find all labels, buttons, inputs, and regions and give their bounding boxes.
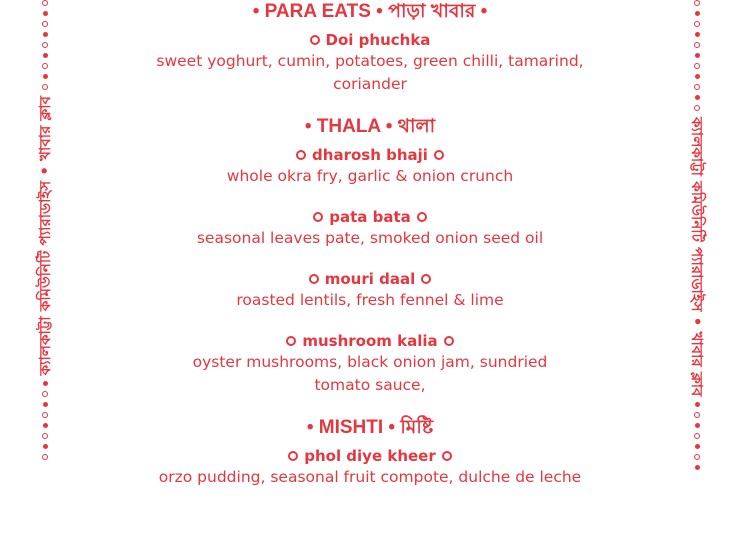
item-name-row [309,269,432,289]
ring-bullet-icon [313,212,323,222]
dot-ornament [695,11,700,16]
section-title: • THALA • থালা [304,116,436,137]
item-name: mushroom kalia [302,332,438,350]
item-description: roasted lentils, fresh fennel & lime [236,291,504,309]
ring-ornament [42,433,48,439]
border-dots [694,0,700,111]
item-name: Doi phuchka [325,31,431,49]
ring-bullet-icon [310,35,320,45]
ring-ornament [42,42,48,48]
left-border [30,0,60,536]
ring-ornament [694,84,700,90]
menu-item [120,446,620,489]
item-name: phol diye kheer [304,447,436,465]
menu-item [120,145,620,188]
section-title: • MISHTI • মিষ্টি [306,417,434,438]
dot-ornament [695,53,700,58]
ring-ornament [42,63,48,69]
menu-item [120,30,620,96]
dot-ornament [695,402,700,407]
item-name-row [296,145,444,165]
ring-ornament [42,412,48,418]
ring-bullet-icon [309,274,319,284]
ring-bullet-icon [434,150,444,160]
section-mishti [120,416,620,489]
item-description: oyster mushrooms, black onion jam, sundried tomato sauce, [192,353,548,394]
section-para-eats [120,0,620,96]
dot-ornament [695,95,700,100]
ring-ornament [42,84,48,90]
ring-bullet-icon [288,451,298,461]
ring-bullet-icon [421,274,431,284]
item-name: dharosh bhaji [312,146,428,164]
ring-ornament [42,454,48,460]
dot-ornament [695,444,700,449]
border-dots [694,402,700,470]
side-tagline: ক্যালকাট্টা কমিউনিটি প্যারাডাইস • খাবার ক্লাব [36,96,54,376]
ring-bullet-icon [444,336,454,346]
dot-ornament [43,74,48,79]
dot-ornament [43,53,48,58]
item-name-row [288,446,452,466]
side-tagline: ক্যালকাট্টা কমিউনিটি প্যারাডাইস • খাবার ক্লাব [688,117,706,397]
ring-bullet-icon [442,451,452,461]
border-dots [42,381,48,460]
section-title: • PARA EATS • পাড়া খাবার • [252,1,488,22]
ring-ornament [694,21,700,27]
dot-ornament [695,423,700,428]
dot-ornament [43,11,48,16]
ring-ornament [42,0,48,6]
ring-bullet-icon [296,150,306,160]
menu-item [120,207,620,250]
ring-ornament [694,454,700,460]
ring-bullet-icon [286,336,296,346]
dot-ornament [43,444,48,449]
item-description: seasonal leaves pate, smoked onion seed oil [196,229,544,247]
item-name-row [310,30,431,50]
menu [120,0,620,508]
dot-ornament [695,74,700,79]
item-description: sweet yoghurt, cumin, potatoes, green chilli, tamarind, coriander [156,52,584,93]
dot-ornament [43,423,48,428]
dot-ornament [43,32,48,37]
dot-ornament [43,402,48,407]
item-description: whole okra fry, garlic & onion crunch [226,167,514,185]
ring-ornament [42,391,48,397]
ring-ornament [694,63,700,69]
section-thala [120,115,620,397]
item-name: mouri daal [324,270,416,288]
right-border [682,0,712,536]
dot-ornament [695,32,700,37]
ring-ornament [694,0,700,6]
ring-ornament [694,42,700,48]
item-description: orzo pudding, seasonal fruit compote, dulche de leche [158,468,582,486]
ring-ornament [42,21,48,27]
ring-ornament [694,412,700,418]
dot-ornament [695,465,700,470]
dot-ornament [43,381,48,386]
item-name-row [313,207,427,227]
ring-ornament [694,105,700,111]
border-dots [42,0,48,90]
item-name-row [286,331,453,351]
ring-bullet-icon [417,212,427,222]
menu-item [120,269,620,312]
item-name: pata bata [329,208,411,226]
ring-ornament [694,433,700,439]
menu-item [120,331,620,397]
